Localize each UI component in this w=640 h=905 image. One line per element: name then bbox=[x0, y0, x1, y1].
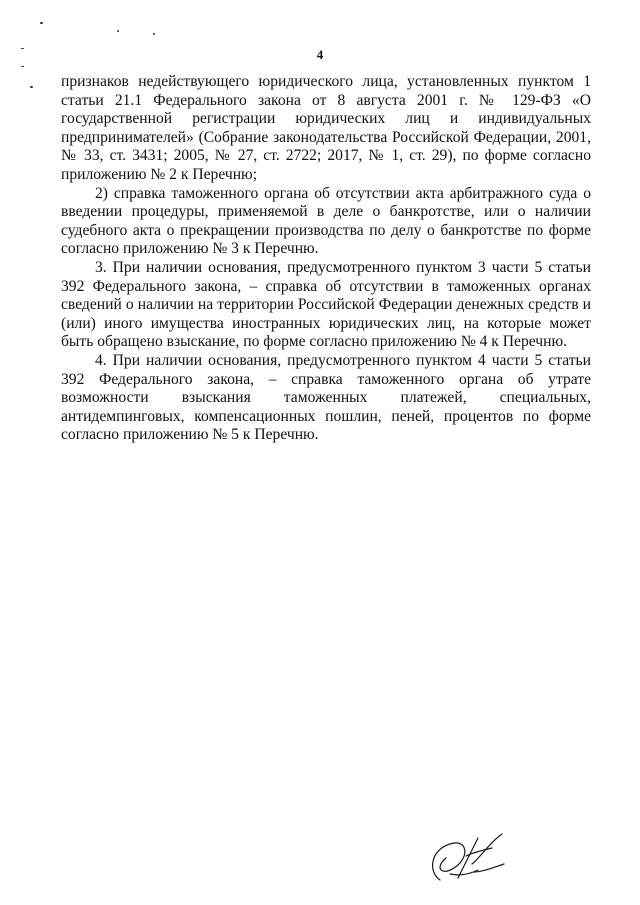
document-body bbox=[61, 73, 591, 445]
scan-speck bbox=[30, 86, 33, 88]
scan-speck bbox=[21, 66, 24, 67]
page-number: 4 bbox=[316, 47, 324, 62]
paragraph-item-2: 2) справка таможенного органа об отсутствии акта арбитражного суда о введении процедуры, применяемой в деле о банкротстве, или о наличии судебного акта о прекращении производства по делу о банкротстве по форме согласно приложению № 3 к Перечню. bbox=[61, 184, 591, 258]
handwritten-signature bbox=[420, 828, 520, 888]
paragraph-item-4: 4. При наличии основания, предусмотренного пунктом 4 части 5 статьи 392 Федерального закона, – справка таможенного органа об утрате возможности взыскания таможенных платежей, специальных, антидемпинговых, компенсационных пошлин, пеней, процентов по форме согласно приложению № 5 к Перечню. bbox=[61, 351, 591, 444]
paragraph-item-3: 3. При наличии основания, предусмотренного пунктом 3 части 5 статьи 392 Федерального закона, – справка об отсутствии в таможенных органах сведений о наличии на территории Российской Федерации денежных средств и (или) иного имущества иностранных юридических лиц, на которые может быть обращено взыскание, по форме согласно приложению № 4 к Перечню. bbox=[61, 258, 591, 351]
scan-speck bbox=[117, 30, 119, 32]
paragraph-continuation: признаков недействующего юридического лица, установленных пунктом 1 статьи 21.1 Федерального закона от 8 августа 2001 г. № 129-ФЗ «О государственной регистрации юридических лиц и индивидуальных предпринимателей» (Собрание законодательства Российской Федерации, 2001, № 33, ст. 3431; 2005, № 27, ст. 2722; 2017, № 1, ст. 29), по форме согласно приложению № 2 к Перечню; bbox=[61, 73, 591, 183]
scan-speck bbox=[40, 22, 43, 24]
scan-speck bbox=[153, 33, 155, 35]
